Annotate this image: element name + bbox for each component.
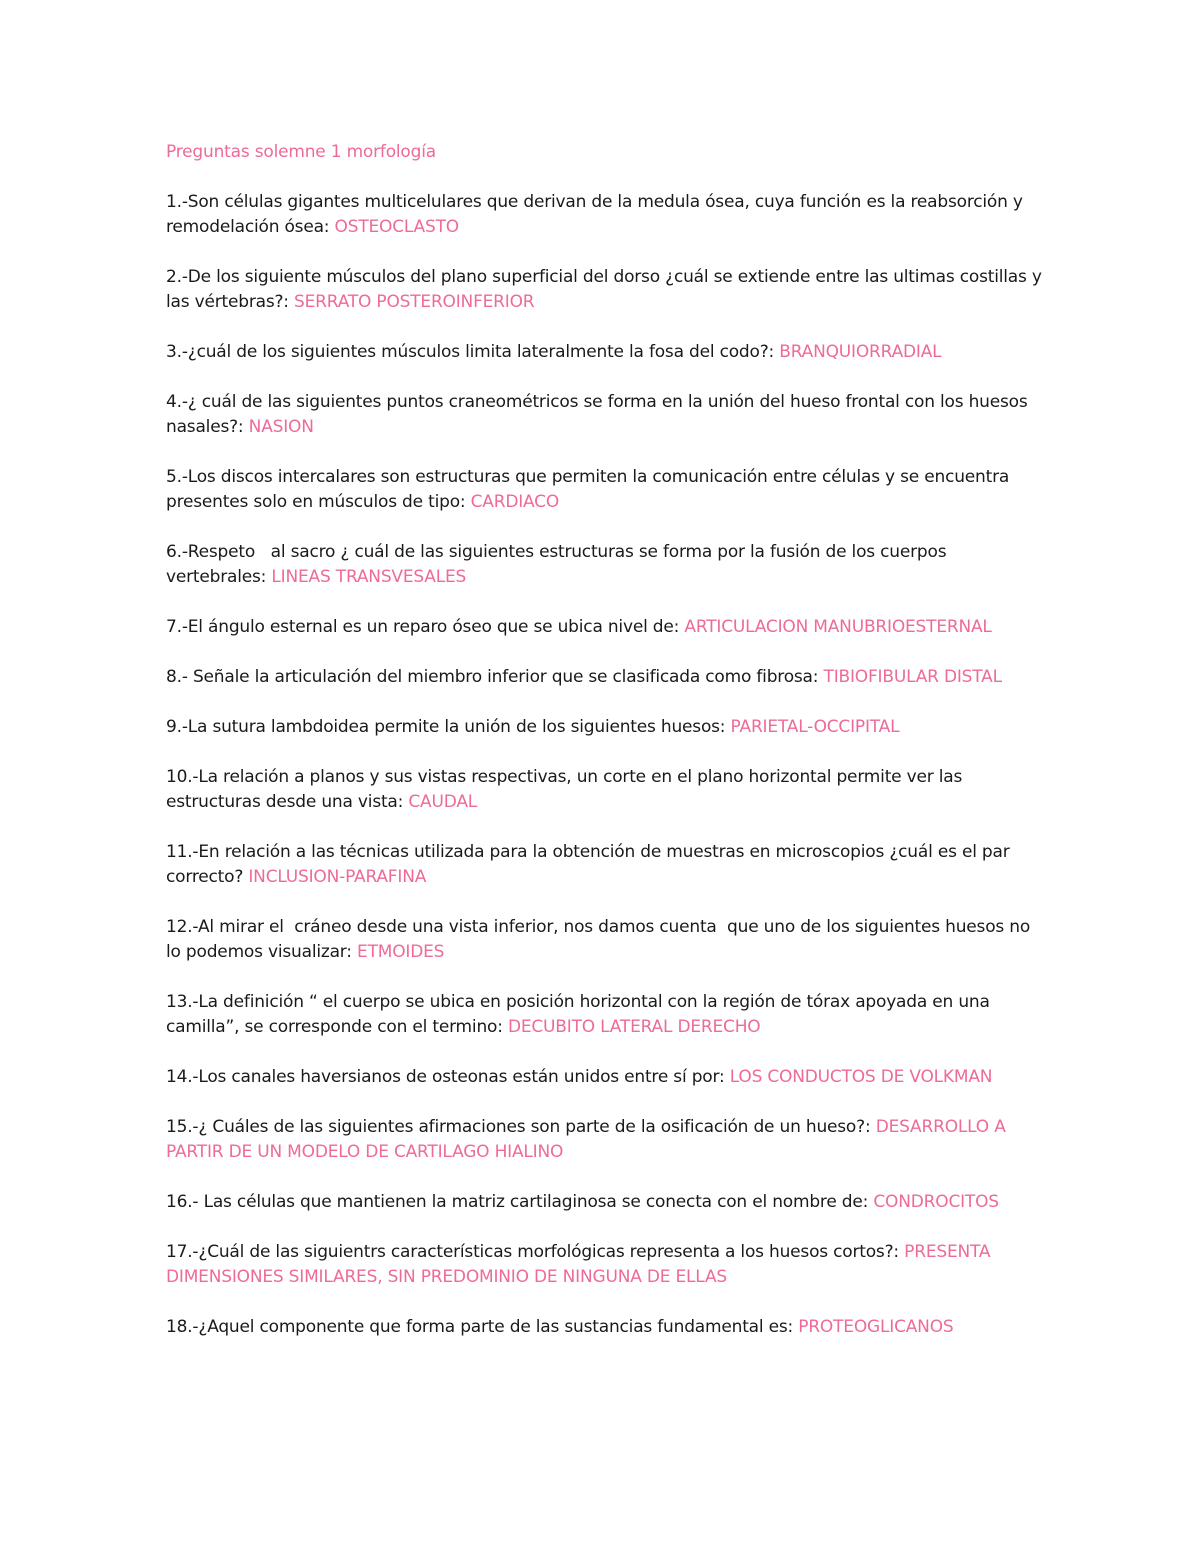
question-15 — [166, 1115, 1046, 1165]
answer-text: LINEAS TRANSVESALES — [271, 567, 467, 587]
question-18 — [166, 1315, 1046, 1340]
question-7 — [166, 615, 1046, 640]
question-text: 5.-Los discos intercalares son estructuras que permiten la comunicación entre células y se encuentra presentes solo en músculos de tipo: — [166, 467, 1010, 512]
answer-text: PROTEOGLICANOS — [798, 1317, 954, 1337]
answer-text: SERRATO POSTEROINFERIOR — [294, 292, 535, 312]
question-9 — [166, 715, 1046, 740]
question-text: 4.-¿ cuál de las siguientes puntos craneométricos se forma en la unión del hueso frontal con los huesos nasales?: — [166, 392, 1028, 437]
question-text: 11.-En relación a las técnicas utilizada para la obtención de muestras en microscopios ¿cuál es el par correcto? — [166, 842, 1010, 887]
answer-text: BRANQUIORRADIAL — [779, 342, 942, 362]
answer-text: NASION — [248, 417, 314, 437]
question-text: 10.-La relación a planos y sus vistas respectivas, un corte en el plano horizontal permite ver las estructuras desde una vista: — [166, 767, 963, 812]
answer-text: LOS CONDUCTOS DE VOLKMAN — [729, 1067, 993, 1087]
answer-text: PARIETAL-OCCIPITAL — [730, 717, 900, 737]
question-3 — [166, 340, 1046, 365]
answer-text: CARDIACO — [470, 492, 560, 512]
question-text: 15.-¿ Cuáles de las siguientes afirmaciones son parte de la osificación de un hueso?: — [166, 1117, 876, 1137]
question-16 — [166, 1190, 1046, 1215]
document-title: Preguntas solemne 1 morfología — [166, 142, 436, 162]
question-12 — [166, 915, 1046, 965]
answer-text: ARTICULACION MANUBRIOESTERNAL — [684, 617, 992, 637]
question-14 — [166, 1065, 1046, 1090]
answer-text: TIBIOFIBULAR DISTAL — [823, 667, 1002, 687]
answer-text: INCLUSION-PARAFINA — [248, 867, 427, 887]
answer-text: ETMOIDES — [357, 942, 445, 962]
question-1 — [166, 190, 1046, 240]
question-text: 8.- Señale la articulación del miembro inferior que se clasificada como fibrosa: — [166, 667, 824, 687]
question-text: 1.-Son células gigantes multicelulares que derivan de la medula ósea, cuya función es la reabsorción y remodelación ósea: — [166, 192, 1023, 237]
question-8 — [166, 665, 1046, 690]
question-2 — [166, 265, 1046, 315]
question-text: 18.-¿Aquel componente que forma parte de las sustancias fundamental es: — [166, 1317, 799, 1337]
question-text: 7.-El ángulo esternal es un reparo óseo que se ubica nivel de: — [166, 617, 685, 637]
answer-text: CONDROCITOS — [873, 1192, 999, 1212]
question-text: 12.-Al mirar el cráneo desde una vista inferior, nos damos cuenta que uno de los siguientes huesos no lo podemos visualizar: — [166, 917, 1036, 962]
answer-text: PRESENTA DIMENSIONES SIMILARES, SIN PREDOMINIO DE NINGUNA DE ELLAS — [166, 1242, 991, 1287]
question-text: 14.-Los canales haversianos de osteonas están unidos entre sí por: — [166, 1067, 730, 1087]
answer-text: CAUDAL — [408, 792, 478, 812]
question-text: 6.-Respeto al sacro ¿ cuál de las siguientes estructuras se forma por la fusión de los cuerpos vertebrales: — [166, 542, 952, 587]
answer-text: OSTEOCLASTO — [334, 217, 459, 237]
answer-text: DECUBITO LATERAL DERECHO — [507, 1017, 761, 1037]
question-13 — [166, 990, 1046, 1040]
question-5 — [166, 465, 1046, 515]
question-10 — [166, 765, 1046, 815]
question-6 — [166, 540, 1046, 590]
answer-text: DESARROLLO A PARTIR DE UN MODELO DE CARTILAGO HIALINO — [166, 1117, 1006, 1162]
question-17 — [166, 1240, 1046, 1290]
question-text: 3.-¿cuál de los siguientes músculos limita lateralmente la fosa del codo?: — [166, 342, 780, 362]
question-11 — [166, 840, 1046, 890]
question-text: 17.-¿Cuál de las siguientrs características morfológicas representa a los huesos cortos?: — [166, 1242, 905, 1262]
document-page — [166, 140, 1046, 1365]
question-text: 13.-La definición “ el cuerpo se ubica en posición horizontal con la región de tórax apoyada en una camilla”, se corresponde con el termino: — [166, 992, 990, 1037]
question-text: 2.-De los siguiente músculos del plano superficial del dorso ¿cuál se extiende entre las ultimas costillas y las vértebras?: — [166, 267, 1042, 312]
question-text: 9.-La sutura lambdoidea permite la unión de los siguientes huesos: — [166, 717, 731, 737]
question-text: 16.- Las células que mantienen la matriz cartilaginosa se conecta con el nombre de: — [166, 1192, 874, 1212]
question-4 — [166, 390, 1046, 440]
